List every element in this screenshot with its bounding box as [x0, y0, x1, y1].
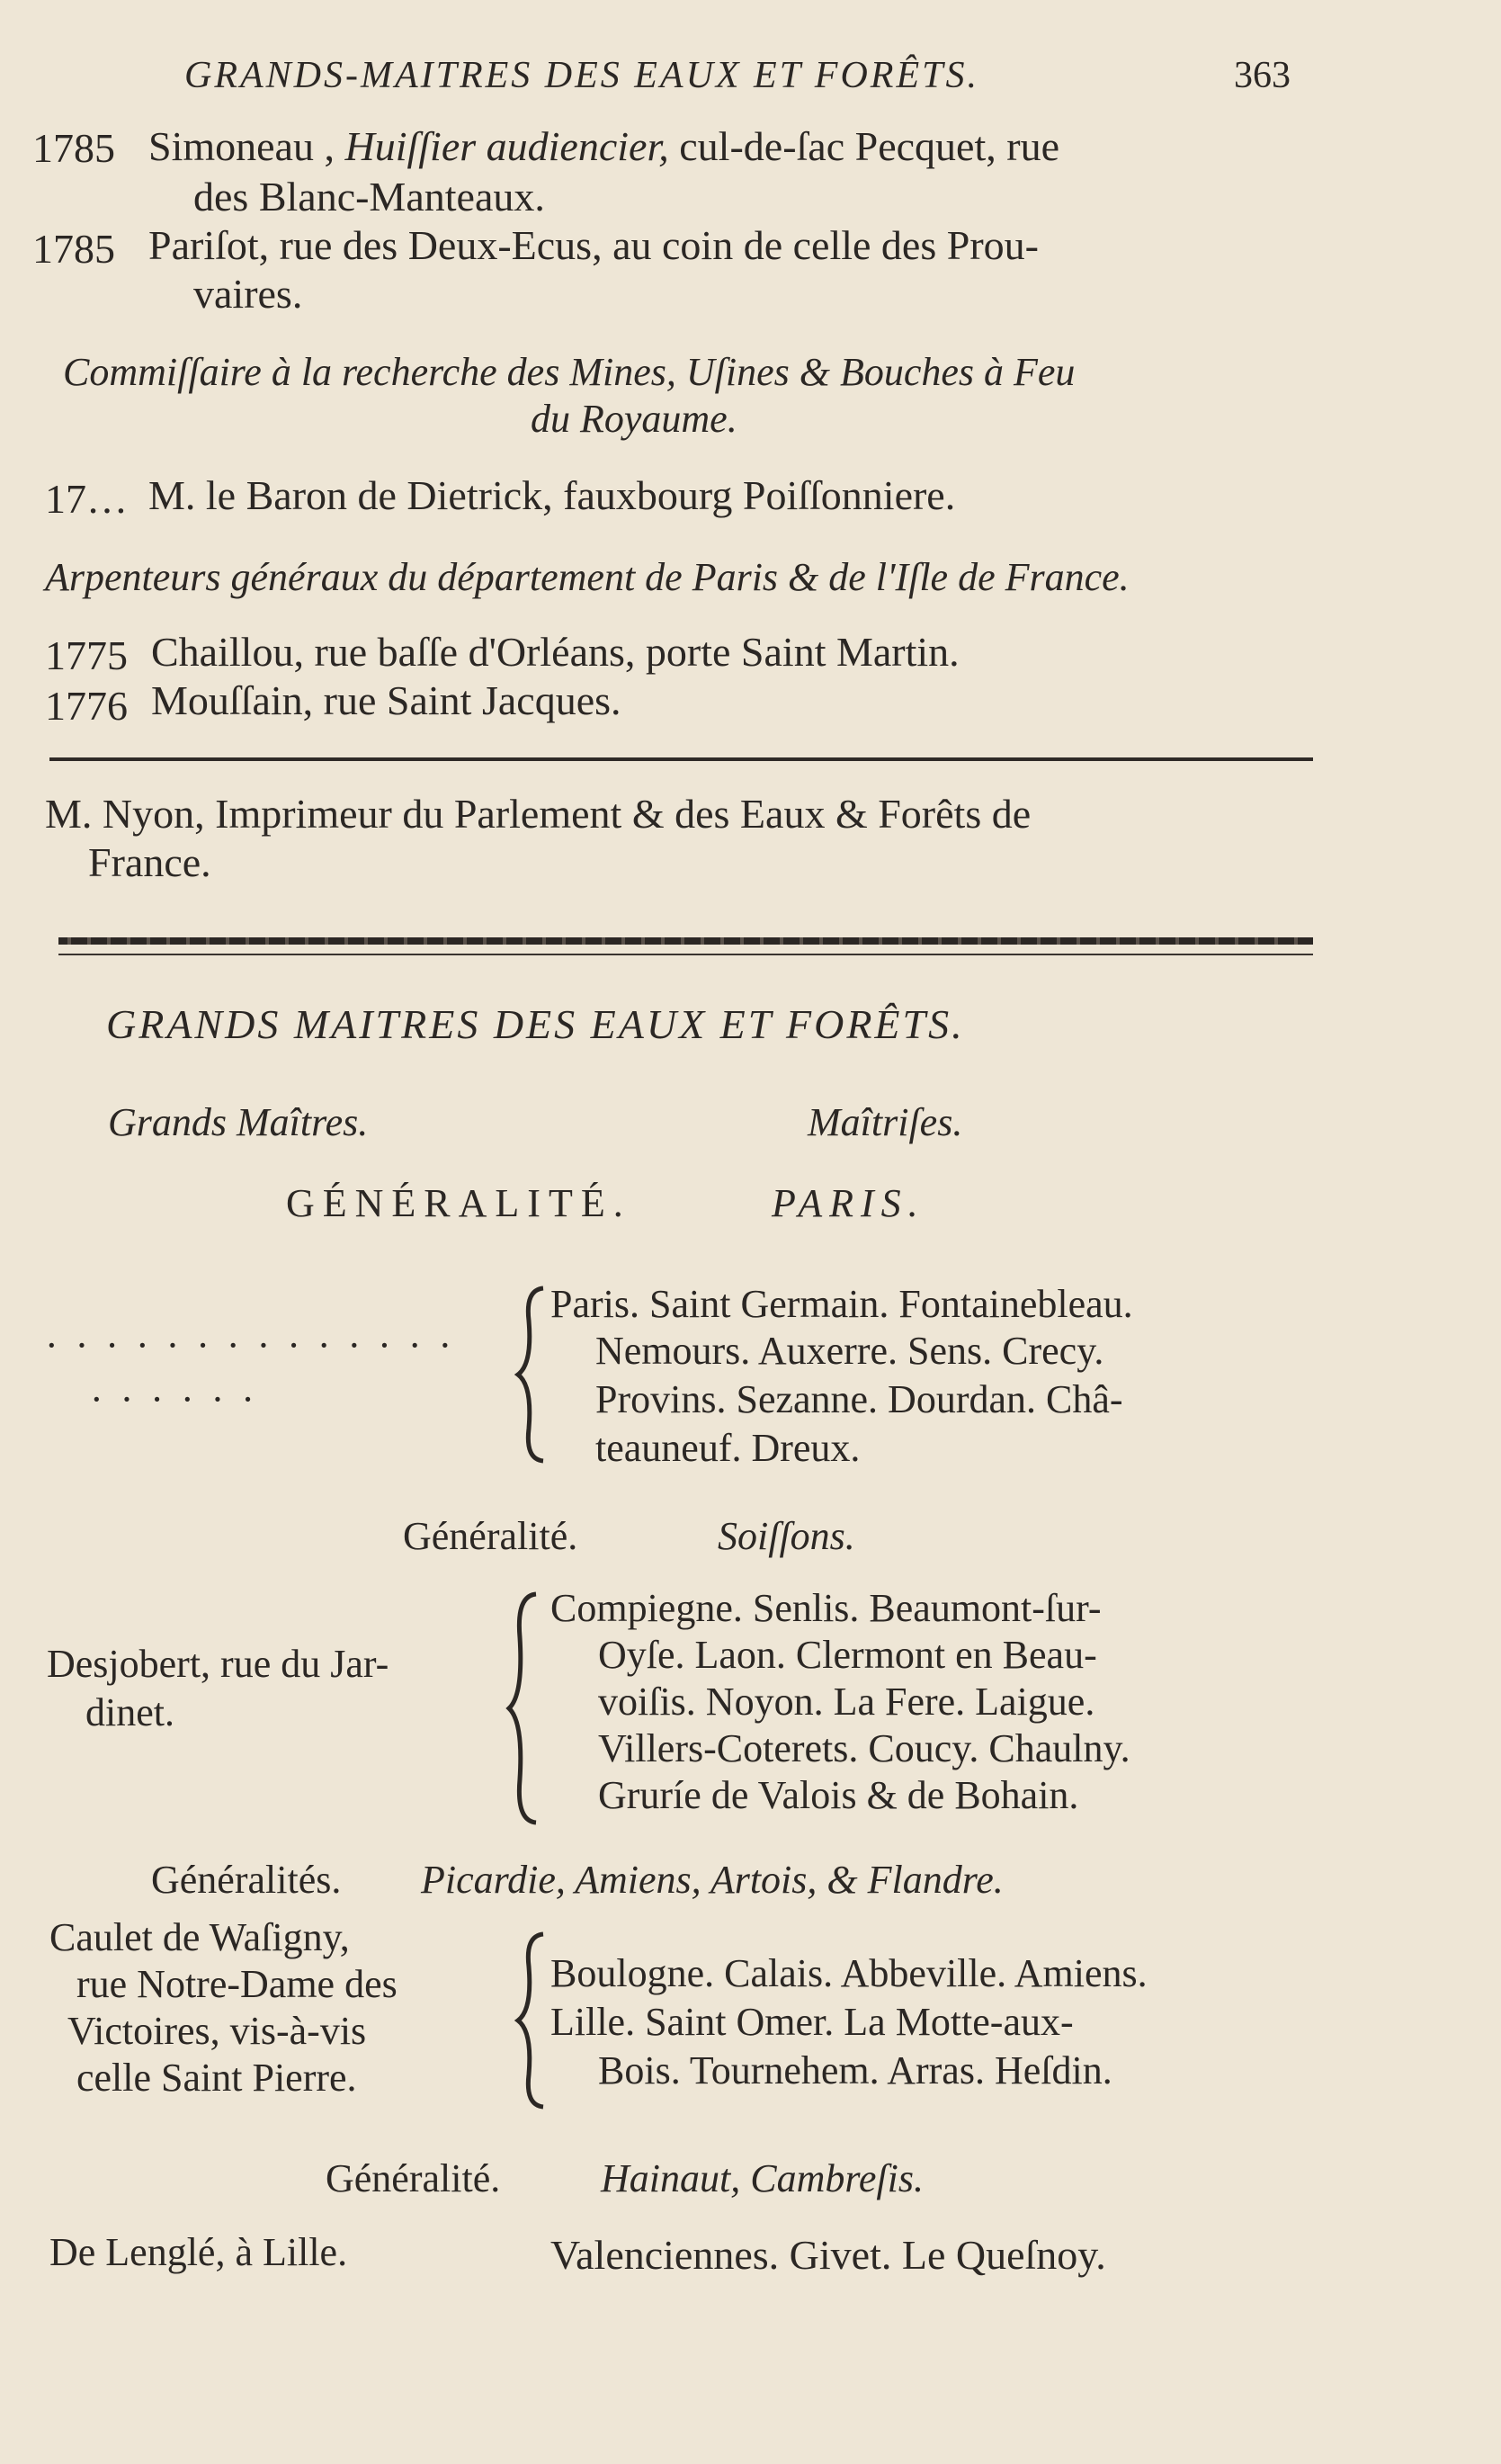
- generalite-name: Soiſſons.: [718, 1514, 855, 1558]
- maitrise-line: Compiegne. Senlis. Beaumont-ſur-: [550, 1586, 1102, 1630]
- section-heading: Arpenteurs généraux du département de Paris & de l'Iſle de France.: [45, 555, 1130, 599]
- generalite-label: GÉNÉRALITÉ.: [286, 1181, 631, 1225]
- maitrise-line: Villers-Coterets. Coucy. Chaulny.: [598, 1726, 1130, 1770]
- maitrise-line: Valenciennes. Givet. Le Queſnoy.: [550, 2232, 1106, 2278]
- leader-dots: · · · · · ·: [90, 1377, 258, 1421]
- grand-maitre: De Lenglé, à Lille.: [49, 2230, 348, 2274]
- generalite-label: Généralité.: [403, 1514, 578, 1558]
- maitrise-line: Boulogne. Calais. Abbeville. Amiens.: [550, 1951, 1148, 1995]
- section-heading: Commiſſaire à la recherche des Mines, Uſines & Bouches à Feu: [63, 350, 1076, 394]
- grand-maitre: Victoires, vis-à-vis: [67, 2009, 367, 2053]
- divider-rule: [49, 757, 1313, 761]
- maitrise-line: voiſis. Noyon. La Fere. Laigue.: [598, 1680, 1095, 1724]
- column-head-right: Maîtriſes.: [808, 1100, 963, 1144]
- maitrise-line: Lille. Saint Omer. La Motte-aux-: [550, 2000, 1074, 2044]
- maitrise-line: Nemours. Auxerre. Sens. Crecy.: [595, 1329, 1104, 1373]
- grand-maitre: Desjobert, rue du Jar-: [47, 1642, 389, 1686]
- imprimeur-line: France.: [88, 839, 211, 885]
- entry-line: des Blanc-Manteaux.: [193, 174, 545, 220]
- running-title: GRANDS-MAITRES DES EAUX ET FORÊTS.: [184, 55, 979, 96]
- entry-year: 1776: [45, 683, 128, 729]
- maitrise-line: Oyſe. Laon. Clermont en Beau-: [598, 1633, 1097, 1677]
- divider-rule: [58, 954, 1313, 955]
- generalite-label: Généralités.: [151, 1858, 342, 1902]
- maitrise-line: teauneuf. Dreux.: [595, 1426, 861, 1470]
- entry-year: 1785: [32, 125, 115, 171]
- entry-line: Pariſot, rue des Deux-Ecus, au coin de celle des Prou-: [148, 222, 1039, 268]
- maitrise-line: Provins. Sezanne. Dourdan. Châ-: [595, 1377, 1123, 1421]
- maitrise-line: Paris. Saint Germain. Fontainebleau.: [550, 1282, 1133, 1326]
- maitrise-line: Gruríe de Valois & de Bohain.: [598, 1773, 1079, 1817]
- grand-maitre: celle Saint Pierre.: [76, 2056, 357, 2100]
- generalite-name: Picardie, Amiens, Artois, & Flandre.: [421, 1858, 1004, 1902]
- page-number: 363: [1234, 55, 1291, 96]
- generalite-label: Généralité.: [326, 2156, 501, 2200]
- entry-line: vaires.: [193, 271, 303, 317]
- main-title: GRANDS MAITRES DES EAUX ET FORÊTS.: [106, 1001, 965, 1047]
- entry-year: 1775: [45, 632, 128, 678]
- imprimeur-line: M. Nyon, Imprimeur du Parlement & des Eaux & Forêts de: [45, 791, 1032, 837]
- entry-line: Chaillou, rue baſſe d'Orléans, porte Saint Martin.: [151, 629, 960, 675]
- grand-maitre: Caulet de Waſigny,: [49, 1915, 350, 1959]
- brace-icon: [513, 1285, 549, 1465]
- grand-maitre: dinet.: [85, 1690, 174, 1734]
- entry-year: 17…: [45, 476, 128, 522]
- ornamental-rule: [58, 937, 1313, 945]
- entry-line: Simoneau , Huiſſier audiencier, cul-de-ſac Pecquet, rue: [148, 123, 1059, 169]
- entry-line: M. le Baron de Dietrick, fauxbourg Poiſſonniere.: [148, 472, 956, 518]
- grand-maitre: rue Notre-Dame des: [76, 1962, 398, 2006]
- leader-dots: · · · · · · · · · · · · · ·: [45, 1323, 456, 1367]
- maitrise-line: Bois. Tournehem. Arras. Heſdin.: [598, 2048, 1112, 2092]
- column-head-left: Grands Maîtres.: [108, 1100, 369, 1144]
- generalite-name: PARIS.: [772, 1181, 925, 1225]
- entry-line: Mouſſain, rue Saint Jacques.: [151, 677, 621, 723]
- section-heading: du Royaume.: [531, 397, 737, 441]
- brace-icon: [513, 1931, 549, 2110]
- generalite-name: Hainaut, Cambreſis.: [601, 2156, 924, 2200]
- entry-year: 1785: [32, 226, 115, 272]
- brace-icon: [504, 1590, 541, 1826]
